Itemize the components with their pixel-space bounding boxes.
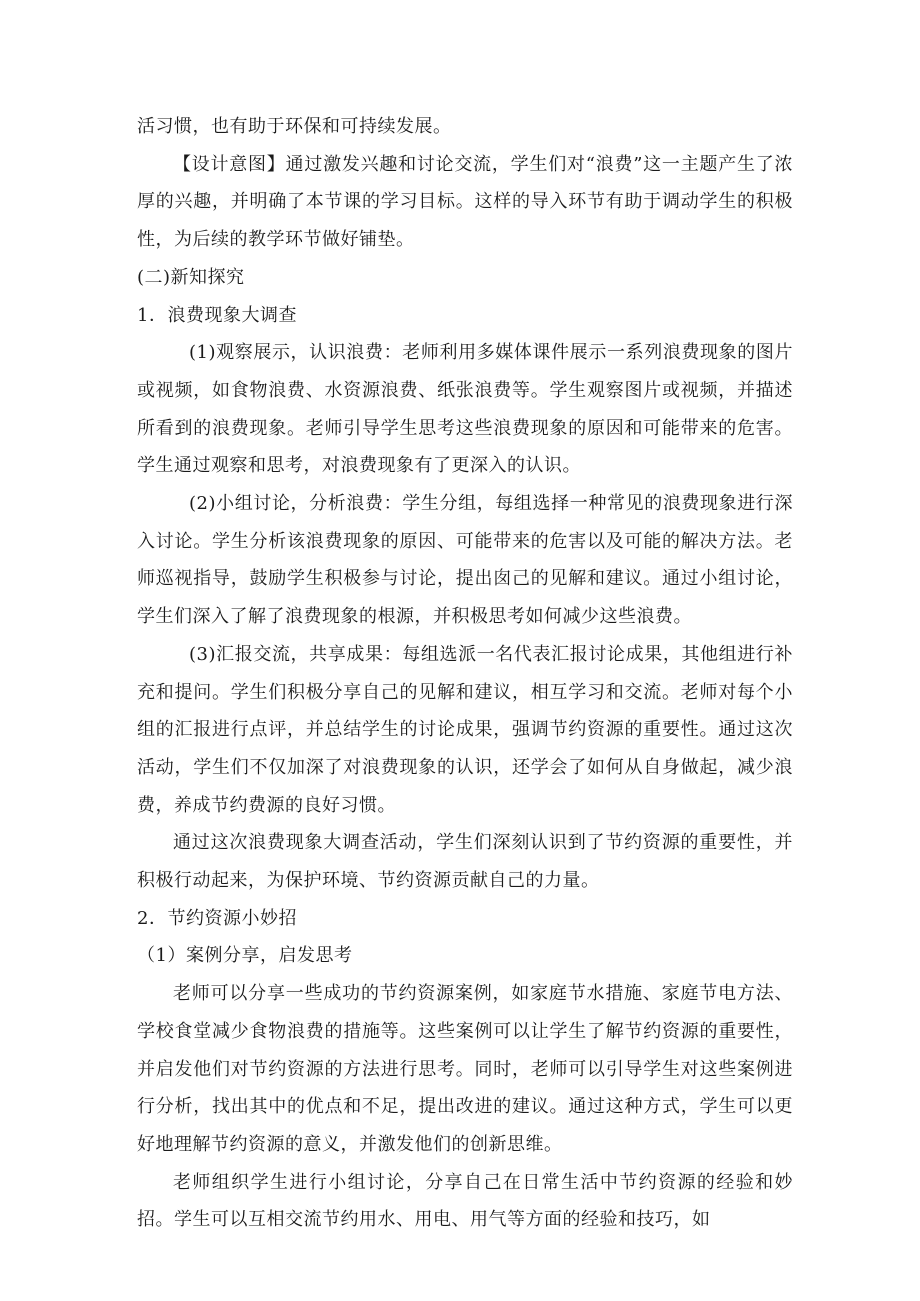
paragraph-observe-display: (1)观察展示，认识浪费：老师利用多媒体课件展示一系列浪费现象的图片或视频，如食物浪费、水资源浪费、纸张浪费等。学生观察图片或视频，并描述所看到的浪费现象。老师引导学生思考这些浪费现象的原因和可能带来的危害。学生通过观察和思考，对浪费现象有了更深入的认识。 (137, 342, 793, 477)
paragraph-case-sharing: 老师可以分享一些成功的节约资源案例，如家庭节水措施、家庭节电方法、学校食堂减少食物浪费的措施等。这些案例可以让学生了解节约资源的重要性，并启发他们对节约资源的方法进行思考。同时，老师可以引导学生对这些案例进行分析，找出其中的优点和不足，提出改进的建议。通过这种方式，学生可以更好地理解节约资源的意义，并激发他们的创新思维。 (137, 983, 793, 1155)
paragraph-continuation: 活习惯，也有助于环保和可持续发展。 (137, 116, 452, 137)
paragraph-group-tips: 老师组织学生进行小组讨论，分享自己在日常生活中节约资源的经验和妙招。学生可以互相交流节约用水、用电、用气等方面的经验和技巧，如 (137, 1171, 793, 1231)
paragraph-design-intent: 【设计意图】通过激发兴趣和讨论交流，学生们对“浪费”这一主题产生了浓厚的兴趣，并明确了本节课的学习目标。这样的导入环节有助于调动学生的积极性，为后续的教学环节做好铺垫。 (137, 153, 793, 251)
paragraph-survey-summary: 通过这次浪费现象大调查活动，学生们深刻认识到了节约资源的重要性，并积极行动起来，为保护环境、节约资源贡献自己的力量。 (137, 832, 793, 892)
paragraph-report-exchange: (3)汇报交流，共享成果：每组选派一名代表汇报讨论成果，其他组进行补充和提问。学生们积极分享自己的见解和建议，相互学习和交流。老师对每个小组的汇报进行点评，并总结学生的讨论成果，强调节约资源的重要性。通过这次活动，学生们不仅加深了对浪费现象的认识，还学会了如何从自身做起，减少浪费，养成节约费源的良好习惯。 (137, 643, 793, 816)
subsection-heading-saving-tips: 2．节约资源小妙招 (137, 907, 297, 929)
item-heading-case-sharing: （1）案例分享，启发思考 (137, 945, 353, 967)
document-body (137, 108, 793, 1239)
section-heading-new-knowledge: (二)新知探究 (137, 266, 245, 288)
paragraph-group-discussion: (2)小组讨论，分析浪费：学生分组，每组选择一种常见的浪费现象进行深入讨论。学生分析该浪费现象的原因、可能带来的危害以及可能的解决方法。老师巡视指导，鼓励学生积极参与讨论，提出囱己的见解和建议。通过小组讨论，学生们深入了解了浪费现象的根源，并积极思考如何减少这些浪费。 (137, 493, 793, 628)
subsection-heading-waste-survey: 1．浪费现象大调查 (137, 304, 297, 326)
